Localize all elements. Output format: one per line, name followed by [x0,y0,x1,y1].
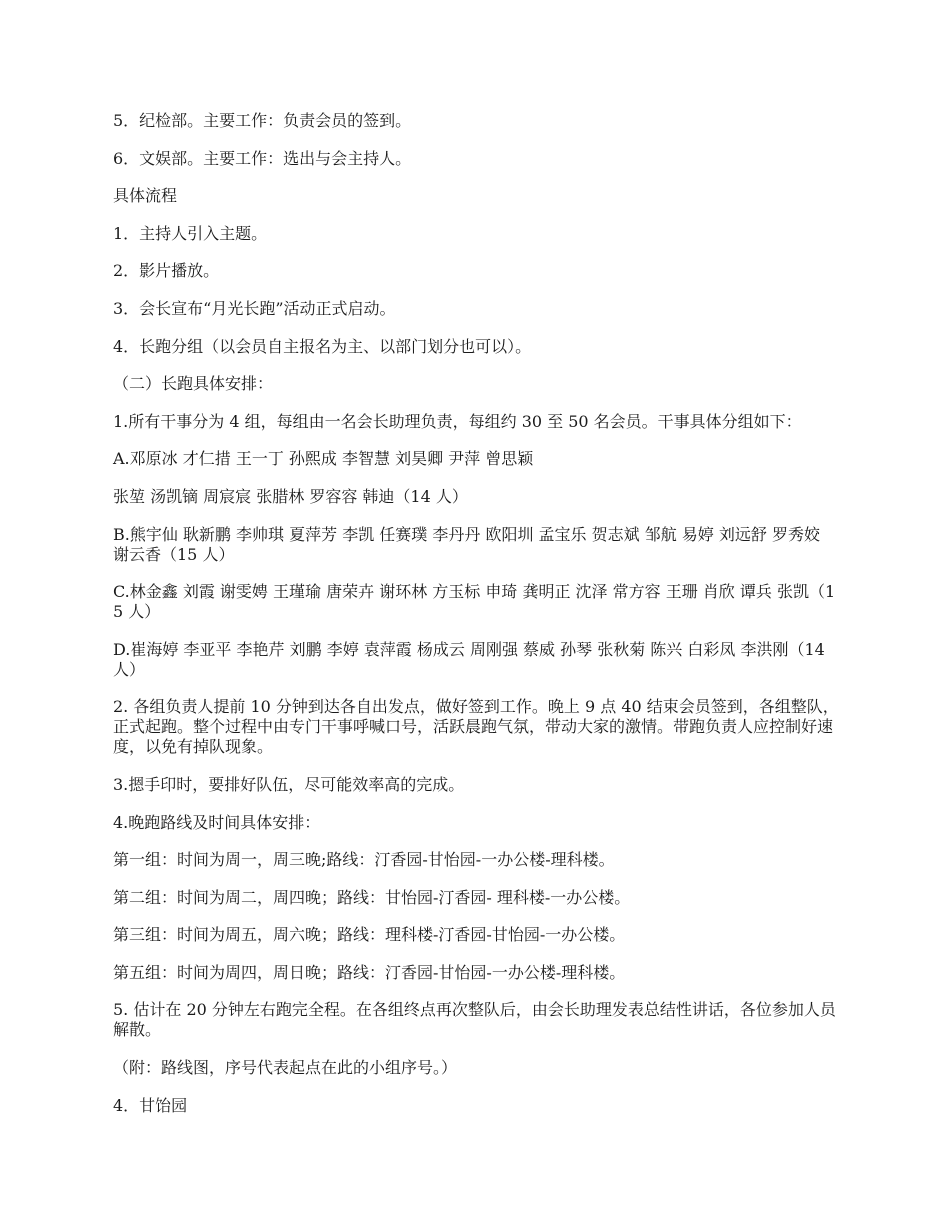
process-step-4: 4．长跑分组（以会员自主报名为主、以部门划分也可以）。 [113,336,532,356]
group-c-members: C.林金鑫 刘霞 谢雯娉 王瑾瑜 唐荣卉 谢环林 方玉标 申琦 龚明正 沈泽 常方容 王珊 肖欣 谭兵 张凯（15 人） [113,582,836,622]
group-a-line-1: A.邓原冰 才仁措 王一丁 孙熙成 李智慧 刘昊卿 尹萍 曾思颖 [113,449,534,469]
section-heading-run-arrangement: （二）长跑具体安排： [113,374,274,394]
route-group-1: 第一组：时间为周一，周三晚;路线：汀香园-甘怡园-一办公楼-理科楼。 [113,850,615,870]
paragraph-jijian-dept: 5．纪检部。主要工作：负责会员的签到。 [113,111,412,130]
paragraph-wenyu-dept: 6．文娱部。主要工作：选出与会主持人。 [113,148,412,168]
group-a-line-2: 张堃 汤凯镝 周宸宸 张腊林 罗容容 韩迪（14 人） [113,486,468,506]
process-step-3: 3．会长宣布“月光长跑”活动正式启动。 [113,298,396,318]
arrangement-item-3: 3.摁手印时，要排好队伍，尽可能效率高的完成。 [113,774,465,794]
arrangement-item-4: 4.晚跑路线及时间具体安排： [113,812,321,832]
process-step-1: 1．主持人引入主题。 [113,223,268,243]
route-map-label-ganyiyuan: 4．甘饴园 [113,1095,188,1115]
route-map-note: （附：路线图，序号代表起点在此的小组序号。） [113,1058,458,1078]
arrangement-item-2: 2. 各组负责人提前 10 分钟到达各自出发点，做好签到工作。晚上 9 点 40 结束会员签到，各组整队，正式起跑。整个过程中由专门干事呼喊口号，活跃晨跑气氛，带动大家的激情。带跑负责人应控制好速度，以免有掉队现象。 [113,697,839,757]
group-d-members: D.崔海婷 李亚平 李艳芹 刘鹏 李婷 袁萍霞 杨成云 周刚强 蔡威 孙琴 张秋菊 陈兴 白彩凤 李洪刚（14 人） [113,639,825,679]
arrangement-item-5: 5. 估计在 20 分钟左右跑完全程。在各组终点再次整队后，由会长助理发表总结性讲话，各位参加人员解散。 [113,1000,836,1040]
route-group-3: 第三组：时间为周五，周六晚；路线：理科楼-汀香园-甘怡园-一办公楼。 [113,925,626,945]
arrangement-item-1: 1.所有干事分为 4 组，每组由一名会长助理负责，每组约 30 至 50 名会员。干事具体分组如下： [113,411,802,431]
route-group-2: 第二组：时间为周二，周四晚；路线：甘怡园-汀香园- 理科楼-一办公楼。 [113,887,631,907]
group-b-members: B.熊宇仙 耿新鹏 李帅琪 夏萍芳 李凯 任赛璞 李丹丹 欧阳圳 孟宝乐 贺志斌 邹航 易婷 刘远舒 罗秀姣 谢云香（15 人） [113,524,820,564]
route-group-5: 第五组：时间为周四，周日晚；路线：汀香园-甘怡园-一办公楼-理科楼。 [113,962,626,982]
heading-process: 具体流程 [113,186,178,206]
process-step-2: 2．影片播放。 [113,261,220,281]
